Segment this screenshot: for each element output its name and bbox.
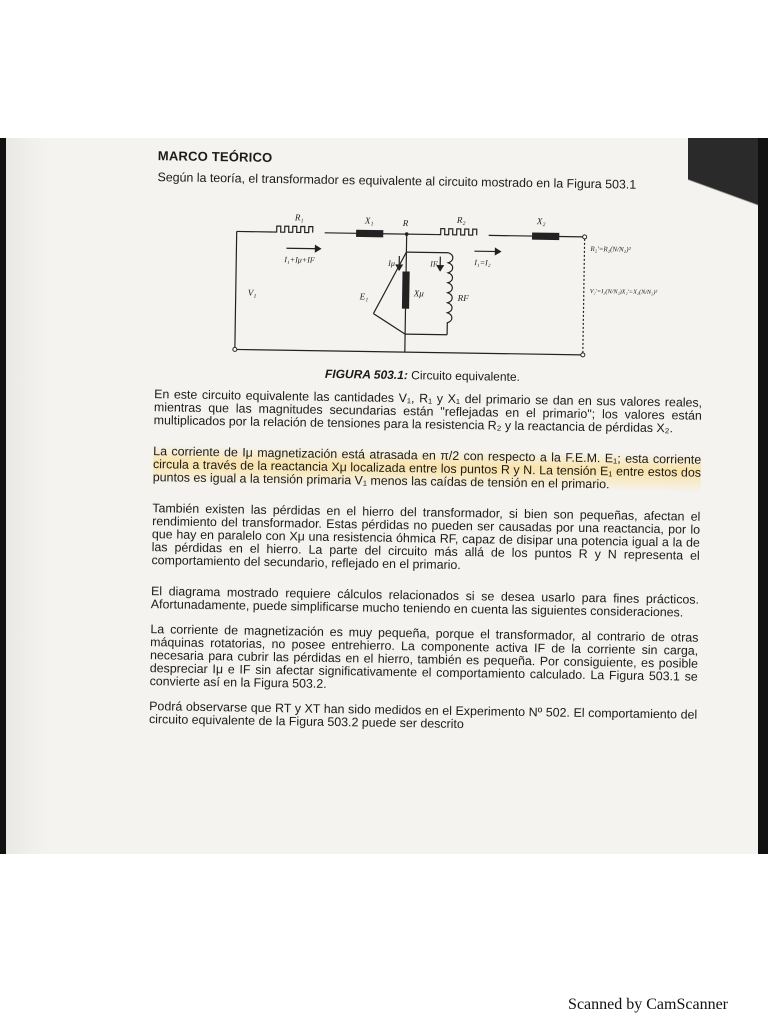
- paragraph-1: En este circuito equivalente las cantidades V₁, R₁ y X₁ del primario se dan en sus valores reales, mientras que las magnitudes secundarias están "reflejadas en el primario"; los valores están multiplicados por la relación de tensiones para la resistencia R₂ y la reactancia de pérdidas X₂.: [153, 387, 703, 436]
- paragraph-4: El diagrama mostrado requiere cálculos relacionados si se desea usarlo para fines prácticos. Afortunadamente, puede simplificarse mucho teniendo en cuenta las siguientes consideraciones.: [150, 584, 700, 620]
- label-x1: X₁: [364, 215, 374, 226]
- scanner-watermark: Scanned by CamScanner: [568, 996, 728, 1013]
- document-content: [137, 148, 706, 735]
- label-r2: R₂: [456, 214, 466, 226]
- label-x2: X₂: [536, 216, 546, 227]
- label-current-secondary: I₁=I₂: [474, 258, 491, 268]
- label-current-primary: I₁+Iμ+IF: [284, 255, 315, 265]
- label-e1: E₁: [359, 291, 369, 302]
- equivalent-circuit-diagram: [143, 192, 706, 371]
- figure-caption-label: FIGURA 503.1:: [324, 366, 408, 383]
- paper-sheet: [6, 138, 758, 854]
- paragraph-5: La corriente de magnetización es muy pequeña, porque el transformador, al contrario de otras máquinas rotatorias, no posee entrehierro. La componente activa IF de la corriente sin carga, necesaria para cubrir las pérdidas en el hierro, también es pequeña. Por consiguiente, es posible despreciar Iμ e IF sin afectar significativamente el comportamiento calculado. La Figura 503.1 se convierte así en la Figura 503.2.: [149, 622, 699, 691]
- circuit-figure: [143, 192, 706, 371]
- section-heading: MARCO TEÓRICO: [157, 148, 273, 165]
- scanned-page-area: [0, 138, 768, 854]
- label-node-r: R: [402, 218, 409, 229]
- label-v1: V₁: [247, 287, 257, 298]
- paragraph-2: La corriente de Iμ magnetización está atrasada en π/2 con respecto a la F.E.M. E₁; esta corriente circula a través de la reactancia Xμ localizada entre los puntos R y N. La tensión E₁ entre estos dos puntos es igual a la tensión primaria V₁ menos las caídas de tensión en el primario.: [152, 444, 702, 492]
- paragraph-3: También existen las pérdidas en el hierro del transformador, si bien son pequeñas, afectan el rendimiento del transformador. Estas pérdidas no pueden ser causadas por una reactancia, por lo que hay en paralelo con Xμ una resistencia óhmica RF, capaz de disipar una potencia igual a la de las pérdidas en el hierro. La parte del circuito más allá de los puntos R y N representa el comportamiento del secundario, reflejado en el primario.: [151, 501, 701, 572]
- label-r-f: RF: [457, 292, 469, 304]
- label-x-mu: Xμ: [413, 288, 424, 299]
- intro-paragraph: Según la teoría, el transformador es equivalente al circuito mostrado en la Figura 503.1: [157, 170, 637, 192]
- binding-edge: [6, 138, 52, 854]
- figure-caption-text: Circuito equivalente.: [407, 368, 521, 384]
- label-formula-2: V₂'=I₂(N/N₂)X₂'=X₂(N/N₂)²: [589, 287, 658, 297]
- label-r1: R₁: [294, 212, 304, 223]
- label-i-mu: Iμ: [388, 258, 395, 268]
- label-i-f: IF: [430, 259, 438, 269]
- label-formula-1: R₂'=R₂(N/N₂)²: [590, 244, 631, 254]
- paragraph-6: Podrá observarse que RT y XT han sido medidos en el Experimento Nº 502. El comportamiento del circuito equivalente de la Figura 503.2 puede ser descrito: [148, 699, 698, 732]
